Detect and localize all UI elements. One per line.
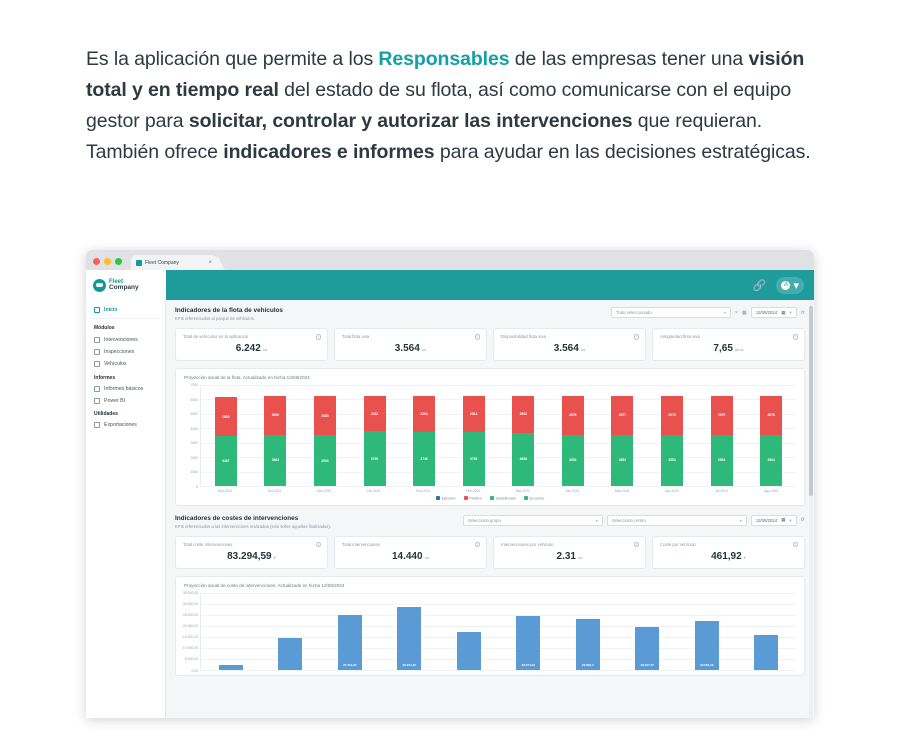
- info-icon[interactable]: i: [793, 334, 799, 340]
- bar-value-label: 3554: [717, 458, 726, 463]
- bar-segment: [611, 396, 633, 435]
- cost-projection-panel: [175, 576, 805, 676]
- bar-segment: [760, 396, 782, 435]
- kpi-unit: ud: [421, 347, 427, 352]
- tab-title: Fleet Company: [145, 259, 179, 266]
- section2-kpi-row: [175, 536, 805, 569]
- kpi-card: [334, 328, 487, 361]
- tab-close-icon[interactable]: ×: [208, 259, 212, 266]
- clear-date-icon[interactable]: ×: [789, 310, 792, 315]
- section2-title: Indicadores de costes de intervenciones: [175, 514, 299, 522]
- bar-segment: [562, 396, 584, 435]
- chart1: [184, 385, 796, 487]
- info-icon[interactable]: i: [634, 542, 640, 548]
- kpi-unit: €: [273, 554, 276, 560]
- bar-value-label: 2655: [222, 414, 230, 419]
- y-tick: 10.000,00: [182, 646, 198, 651]
- legend-item[interactable]: Sobrellevado: [490, 496, 516, 501]
- date-field-2[interactable]: [751, 515, 797, 526]
- group-select-2-value: Selecciona grupo: [467, 517, 501, 523]
- bar-value-label: 2679: [717, 413, 726, 418]
- sidebar-item-label: Power BI: [104, 398, 126, 405]
- chart2-title: Proyección anual de coste de intervenciones. Actualizado en fecha 12/08/2024: [184, 582, 345, 588]
- sidebar-item-intervenciones[interactable]: [86, 333, 165, 345]
- kpi-label: Disponibilidad flota viva: [501, 334, 546, 339]
- bar-segment: [364, 396, 386, 431]
- kpi-unit: ud: [580, 347, 586, 352]
- user-menu[interactable]: [776, 277, 804, 294]
- wrench-icon: [94, 337, 100, 343]
- bar-column[interactable]: [314, 385, 336, 486]
- app-top-bar: [86, 270, 814, 300]
- intro-part2: de las empresas tener una: [509, 48, 749, 70]
- bar-segment: [512, 433, 534, 486]
- bar-value-label: 32.074,24: [521, 662, 535, 667]
- group-select-2[interactable]: [463, 515, 603, 526]
- minimize-window-icon[interactable]: [104, 258, 111, 265]
- kpi-unit: ud: [578, 554, 583, 560]
- sidebar-item-label: Intervenciones: [104, 336, 138, 343]
- chevron-down-icon: ▾: [724, 310, 727, 315]
- bar-segment: [711, 435, 733, 486]
- bar-segment: [413, 396, 435, 432]
- x-tick: Mar-2024: [515, 489, 530, 493]
- bar-segment: [215, 436, 237, 486]
- x-tick: Jun-2024: [664, 489, 679, 493]
- sidebar-group-modulos: Módulos: [94, 325, 115, 332]
- kpi-value: [342, 551, 479, 562]
- y-tick: 35.000,00: [182, 590, 198, 595]
- sidebar-item-inspecciones[interactable]: [86, 346, 165, 358]
- logo-line2: Company: [109, 283, 139, 291]
- info-icon[interactable]: i: [793, 542, 799, 548]
- sidebar-item-label: Inicio: [104, 307, 118, 314]
- main-content: [166, 300, 814, 718]
- y-tick: 25.000,00: [182, 612, 198, 617]
- close-window-icon[interactable]: [93, 258, 100, 265]
- kpi-number: 3.564: [553, 343, 579, 354]
- kpi-number: 83.294,59: [227, 550, 272, 562]
- kpi-card: [652, 536, 805, 569]
- chart2: [182, 590, 796, 673]
- bar[interactable]: [457, 632, 481, 669]
- bar-column[interactable]: [661, 385, 683, 486]
- kpi-unit: años: [734, 347, 744, 352]
- bar-segment: [314, 435, 336, 486]
- section1-subtitle: KPIs referenciados al parque de vehículos.: [175, 316, 255, 321]
- bar-segment: [314, 396, 336, 435]
- refresh-icon[interactable]: ⟳: [800, 309, 805, 316]
- y-tick: 2000: [190, 455, 198, 460]
- bar-column[interactable]: [711, 385, 733, 486]
- vertical-scrollbar[interactable]: [809, 300, 813, 718]
- bar-value-label: 2666: [271, 413, 280, 418]
- link-icon[interactable]: 🔗: [752, 279, 767, 292]
- bar-value-label: 3552: [618, 458, 627, 463]
- avatar: A: [781, 281, 790, 290]
- bar-segment: [264, 435, 286, 486]
- bar-segment: [413, 432, 435, 486]
- y-tick: 0,00: [191, 668, 198, 673]
- clear-date-icon[interactable]: ×: [789, 517, 792, 523]
- bar-value-label: 29.917,67: [640, 662, 654, 667]
- x-tick: Oct-2023: [267, 489, 282, 493]
- section1-titles: [175, 307, 283, 321]
- refresh-icon-2[interactable]: ⟳: [800, 517, 805, 523]
- date-value-2: 12/08/2024: [755, 517, 778, 523]
- sidebar-item-label: Informes básicos: [104, 385, 144, 392]
- kpi-number: 6.242: [235, 343, 261, 354]
- kpi-unit: ud: [262, 347, 268, 352]
- chart1-legend: [184, 496, 796, 501]
- kpi-card: [652, 328, 805, 361]
- sidebar-item-power-bi[interactable]: [86, 395, 165, 407]
- legend-item[interactable]: En correo: [524, 496, 545, 501]
- x-tick: Nov-2023: [316, 489, 332, 493]
- sidebar-item-label: Exportaciones: [104, 422, 137, 429]
- bar-column[interactable]: [264, 385, 286, 486]
- bar-segment: [215, 397, 237, 435]
- chart1-bars: [201, 385, 796, 486]
- browser-tab[interactable]: [131, 255, 217, 270]
- bar[interactable]: [397, 607, 421, 670]
- date-value: 12/08/2024: [755, 310, 778, 315]
- chevron-down-icon: ▾: [739, 517, 742, 523]
- info-icon[interactable]: i: [316, 542, 322, 548]
- bar-segment: [760, 435, 782, 486]
- app-body: [86, 300, 814, 718]
- bar-value-label: 2678: [668, 413, 676, 418]
- x-tick: Feb-2024: [466, 489, 481, 493]
- sidebar-item-vehiculos[interactable]: [86, 358, 165, 370]
- kpi-number: 7,65: [713, 343, 733, 354]
- bar[interactable]: [516, 616, 540, 670]
- clipboard-icon: [94, 349, 100, 355]
- x-tick: Ene-2024: [416, 489, 431, 493]
- bar-segment: [264, 396, 286, 434]
- bar-value-label: 2678: [767, 413, 775, 418]
- bar-value-label: 3562: [271, 458, 280, 463]
- kpi-label: Total flota viva: [342, 334, 370, 339]
- kpi-label: Total de vehículos en la aplicación: [183, 334, 249, 339]
- kpi-value: [660, 551, 797, 562]
- calendar-small-icon[interactable]: ▦: [781, 309, 786, 315]
- kpi-value: [660, 343, 797, 354]
- bar-segment: [364, 431, 386, 486]
- bar-value-label: 3552: [569, 458, 577, 463]
- chart1-plot: [200, 385, 796, 487]
- intro-bold-vision: visión total y en tiempo real: [86, 48, 805, 101]
- bar-segment: [463, 396, 485, 432]
- y-tick: 5000: [190, 412, 198, 417]
- kpi-unit: €: [743, 554, 746, 560]
- chart-icon: [94, 386, 100, 392]
- car-icon: [94, 361, 100, 367]
- home-icon: [94, 307, 100, 313]
- x-tick: Abr-2024: [565, 489, 580, 493]
- x-tick: Jul-2024: [715, 489, 728, 493]
- browser-titlebar: [86, 250, 814, 270]
- bar-value-label: 29.671,30: [402, 662, 416, 667]
- kpi-number: 2.31: [556, 550, 576, 562]
- bar-value-label: 3746: [420, 456, 428, 461]
- info-icon[interactable]: i: [316, 334, 322, 340]
- bar-segment: [661, 435, 683, 486]
- bar[interactable]: [219, 665, 243, 669]
- y-tick: 15.000,00: [182, 635, 198, 640]
- bar[interactable]: [576, 619, 600, 670]
- intro-bold-solicitar: solicitar, controlar y autorizar las intervenciones: [188, 110, 633, 132]
- sidebar-item-label: Inspecciones: [104, 348, 135, 355]
- chart2-plot: [200, 593, 796, 671]
- bar-value-label: 2494: [420, 411, 428, 416]
- section1-title: Indicadores de la flota de vehículos: [175, 307, 283, 314]
- info-icon[interactable]: i: [475, 542, 481, 548]
- bar-segment: [512, 396, 534, 433]
- bar[interactable]: [695, 621, 719, 669]
- x-tick: May-2024: [614, 489, 630, 493]
- info-icon[interactable]: i: [634, 334, 640, 340]
- section2-filters: [463, 515, 805, 526]
- bar-value-label: 3564: [767, 458, 775, 463]
- sidebar-group-informes: Informes: [94, 374, 116, 381]
- gridline: [201, 670, 796, 671]
- kpi-value: [183, 343, 320, 354]
- kpi-card: [175, 536, 328, 569]
- chart1-y-axis: [184, 385, 200, 487]
- bar-value-label: 2676: [569, 413, 577, 418]
- kpi-label: Total intervenciones: [342, 541, 380, 547]
- group-select-value: Todo seleccionado: [616, 310, 652, 315]
- sidebar: [86, 300, 166, 718]
- bar-column[interactable]: [413, 385, 435, 486]
- legend-item[interactable]: Ejecutivo: [436, 496, 456, 501]
- kpi-card: [175, 328, 328, 361]
- app-logo[interactable]: [86, 270, 166, 300]
- bar[interactable]: [754, 635, 778, 669]
- y-tick: 5.000,00: [184, 657, 198, 662]
- kpi-number: 461,92: [711, 550, 742, 562]
- gridline: [201, 486, 796, 487]
- calendar-small-icon[interactable]: ▦: [781, 517, 786, 522]
- section2-header: [175, 515, 805, 529]
- x-tick: Ago-2024: [763, 489, 779, 493]
- bar[interactable]: [338, 615, 362, 670]
- kpi-label: Coste por vehículo: [660, 541, 696, 547]
- section2-titles: [175, 515, 331, 529]
- bar-value-label: 2512: [470, 411, 478, 416]
- y-tick: 30.000,00: [182, 601, 198, 606]
- center-select[interactable]: [607, 515, 747, 526]
- x-tick: Sep-2023: [217, 489, 232, 493]
- y-tick: 4000: [190, 426, 198, 431]
- info-icon[interactable]: i: [475, 334, 481, 340]
- bar-value-label: 2552: [519, 412, 527, 417]
- sidebar-item-label: Vehículos: [104, 361, 127, 368]
- bar-segment: [611, 435, 633, 486]
- fleet-projection-panel: [175, 368, 805, 506]
- kpi-value: [183, 551, 320, 562]
- bar-value-label: 3758: [470, 456, 478, 461]
- bar-value-label: 2677: [618, 413, 627, 418]
- chevron-down-icon: ▾: [595, 517, 598, 523]
- kpi-number: 14.440: [391, 550, 423, 562]
- tab-slant-decoration: [217, 255, 225, 270]
- browser-window: [86, 250, 814, 718]
- user-chip[interactable]: [776, 277, 804, 294]
- section1-filters: [611, 307, 805, 318]
- intro-paragraph: [86, 44, 816, 168]
- bar-value-label: 3790: [370, 456, 379, 461]
- bar-value-label: 3688: [519, 457, 527, 462]
- bar-value-label: 3553: [668, 458, 676, 463]
- bar-column[interactable]: [562, 385, 584, 486]
- kpi-card: [493, 328, 646, 361]
- intro-accent-responsables: Responsables: [378, 48, 510, 70]
- chart2-bars: [201, 593, 796, 670]
- group-select[interactable]: [611, 307, 731, 318]
- intro-bold-indicadores: indicadores e informes: [223, 141, 435, 163]
- kpi-label: Intervenciones por vehículo: [501, 541, 554, 547]
- kpi-card: [493, 536, 646, 569]
- bar-column[interactable]: [760, 385, 782, 486]
- section1-header: [175, 307, 805, 321]
- bar-value-label: 30.606,19: [700, 662, 714, 667]
- sidebar-item-inicio[interactable]: [86, 304, 165, 316]
- intro-part3: del estado de su flota, así como comunicarse con el equipo gestor para: [86, 79, 792, 132]
- maximize-window-icon[interactable]: [115, 258, 122, 265]
- x-tick: Dic-2023: [367, 489, 381, 493]
- calendar-icon[interactable]: ▦: [741, 309, 747, 316]
- y-tick: 20.000,00: [182, 623, 198, 628]
- tab-favicon-icon: [136, 260, 142, 266]
- intro-part4: que requieran. También ofrece: [86, 110, 763, 163]
- bar-value-label: 2432: [370, 411, 379, 416]
- bar-value-label: 3533: [321, 458, 329, 463]
- y-tick: 1000: [190, 470, 198, 475]
- window-controls[interactable]: [93, 258, 122, 270]
- intro-part1: Es la aplicación que permite a los: [86, 48, 379, 70]
- logo-mark-icon: [93, 279, 106, 292]
- kpi-value: [501, 551, 638, 562]
- bar-value-label: 3487: [222, 458, 230, 463]
- kpi-card: [334, 536, 487, 569]
- bar[interactable]: [635, 627, 659, 670]
- chart1-x-axis: [200, 489, 796, 493]
- clear-filter-icon[interactable]: ×: [735, 309, 738, 316]
- chevron-down-icon: ▾: [793, 279, 799, 292]
- bar-segment: [711, 396, 733, 435]
- bar-value-label: 27.416,20: [343, 662, 357, 667]
- bar-segment: [562, 435, 584, 486]
- bar[interactable]: [278, 638, 302, 670]
- bar-segment: [463, 432, 485, 486]
- logo-line1: Fleet: [109, 278, 124, 285]
- kpi-number: 3.564: [394, 343, 420, 354]
- y-tick: 0: [196, 485, 198, 489]
- bar-value-label: 2689: [321, 413, 329, 418]
- logo-wordmark: [109, 279, 139, 292]
- bar-value-label: 29.860,4: [581, 662, 594, 667]
- export-icon: [94, 422, 100, 428]
- date-field[interactable]: [751, 307, 797, 318]
- legend-item[interactable]: Prevtivo: [464, 496, 482, 501]
- bar-column[interactable]: [215, 385, 237, 486]
- y-tick: 7000: [190, 383, 198, 387]
- powerbi-icon: [94, 398, 100, 404]
- kpi-label: Total coste intervenciones: [183, 541, 233, 547]
- chart2-y-axis: [182, 590, 200, 673]
- kpi-value: [501, 343, 638, 354]
- sidebar-item-exportaciones[interactable]: [86, 419, 165, 431]
- kpi-label: Antigüedad flota viva: [660, 334, 700, 339]
- bar-column[interactable]: [512, 385, 534, 486]
- sidebar-group-utilidades: Utilidades: [94, 411, 118, 418]
- y-tick: 3000: [190, 441, 198, 446]
- kpi-unit: ud: [424, 554, 430, 560]
- sidebar-divider: [92, 318, 159, 319]
- chart1-title: Proyección anual de la flota. Actualizado en fecha 12/08/2024: [184, 375, 310, 380]
- kpi-value: [342, 343, 479, 354]
- bar-column[interactable]: [611, 385, 633, 486]
- y-tick: 6000: [190, 397, 198, 402]
- scrollbar-thumb[interactable]: [809, 306, 813, 496]
- section2-subtitle: KPIs referenciados a las intervenciones realizadas (solo sobre aquellas finalizadas).: [175, 523, 331, 529]
- center-select-value: Selecciona centro: [611, 517, 646, 523]
- intro-part5: para ayudar en las decisiones estratégicas.: [434, 141, 811, 163]
- bar-segment: [661, 396, 683, 435]
- bar-column[interactable]: [364, 385, 386, 486]
- sidebar-item-informes-basicos[interactable]: [86, 383, 165, 395]
- bar-column[interactable]: [463, 385, 485, 486]
- section1-kpi-row: [175, 328, 805, 361]
